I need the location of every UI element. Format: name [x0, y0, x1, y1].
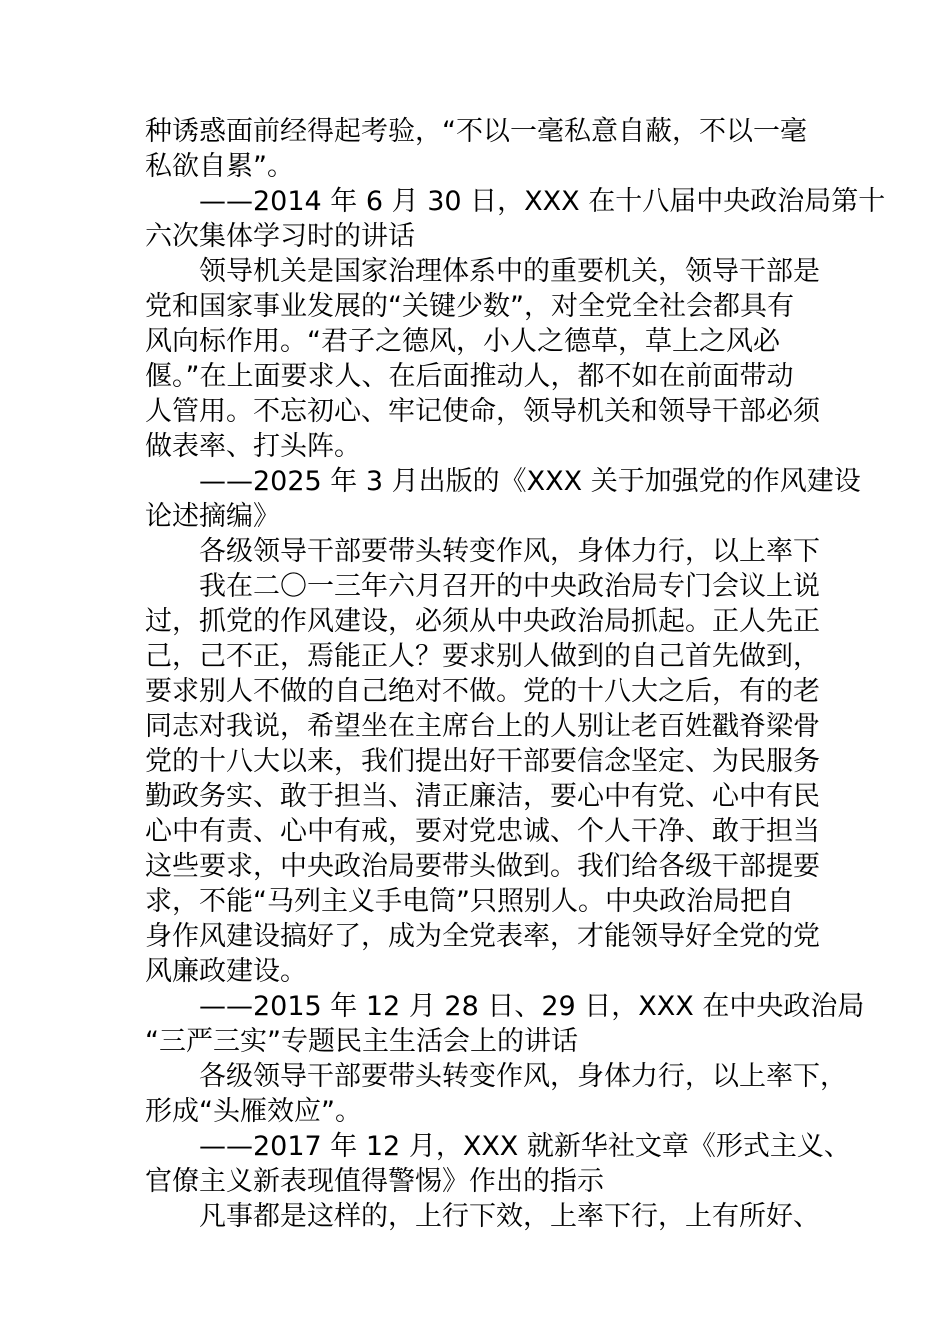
text-line: 做表率、打头阵。 — [145, 431, 361, 462]
text-line: 私欲自累”。 — [145, 151, 294, 182]
text-line: 官僚主义新表现值得警惕》作出的指示 — [145, 1166, 604, 1197]
text-line: “三严三实”专题民主生活会上的讲话 — [145, 1026, 578, 1057]
text-line: 各级领导干部要带头转变作风，身体力行，以上率下， — [199, 1061, 847, 1092]
text-line: 六次集体学习时的讲话 — [145, 221, 415, 252]
text-line: 这些要求，中央政治局要带头做到。我们给各级干部提要 — [145, 851, 820, 882]
text-line: 同志对我说，希望坐在主席台上的人别让老百姓戳脊梁骨 — [145, 711, 820, 742]
text-line: ——2017 年 12 月，XXX 就新华社文章《形式主义、 — [199, 1131, 851, 1162]
text-line: 种诱惑面前经得起考验，“不以一毫私意自蔽，不以一毫 — [145, 116, 807, 147]
text-line: 心中有责、心中有戒，要对党忠诚、个人干净、敢于担当 — [145, 816, 820, 847]
text-line: 我在二〇一三年六月召开的中央政治局专门会议上说 — [199, 571, 820, 602]
text-line: 党的十八大以来，我们提出好干部要信念坚定、为民服务 — [145, 746, 820, 777]
text-line: 勤政务实、敢于担当、清正廉洁，要心中有党、心中有民 — [145, 781, 820, 812]
text-line: ——2015 年 12 月 28 日、29 日，XXX 在中央政治局 — [199, 991, 865, 1022]
text-line: 己，己不正，焉能正人？要求别人做到的自己首先做到， — [145, 641, 820, 672]
text-line: 风廉政建设。 — [145, 956, 307, 987]
text-line: 领导机关是国家治理体系中的重要机关，领导干部是 — [199, 256, 820, 287]
text-line: 偃。”在上面要求人、在后面推动人，都不如在前面带动 — [145, 361, 794, 392]
text-line: ——2025 年 3 月出版的《XXX 关于加强党的作风建设 — [199, 466, 861, 497]
document-body — [145, 114, 886, 1234]
text-line: 党和国家事业发展的“关键少数”，对全党全社会都具有 — [145, 291, 794, 322]
text-line: 各级领导干部要带头转变作风，身体力行，以上率下 — [199, 536, 820, 567]
text-line: ——2014 年 6 月 30 日，XXX 在十八届中央政治局第十 — [199, 186, 886, 217]
text-line: 论述摘编》 — [145, 501, 280, 532]
text-line: 风向标作用。“君子之德风，小人之德草，草上之风必 — [145, 326, 780, 357]
text-line: 形成“头雁效应”。 — [145, 1096, 362, 1127]
text-line: 过，抓党的作风建设，必须从中央政治局抓起。正人先正 — [145, 606, 820, 637]
text-line: 人管用。不忘初心、牢记使命，领导机关和领导干部必须 — [145, 396, 820, 427]
text-line: 凡事都是这样的，上行下效，上率下行，上有所好、 — [199, 1201, 820, 1232]
text-line: 要求别人不做的自己绝对不做。党的十八大之后，有的老 — [145, 676, 820, 707]
text-line: 身作风建设搞好了，成为全党表率，才能领导好全党的党 — [145, 921, 820, 952]
text-line: 求，不能“马列主义手电筒”只照别人。中央政治局把自 — [145, 886, 794, 917]
